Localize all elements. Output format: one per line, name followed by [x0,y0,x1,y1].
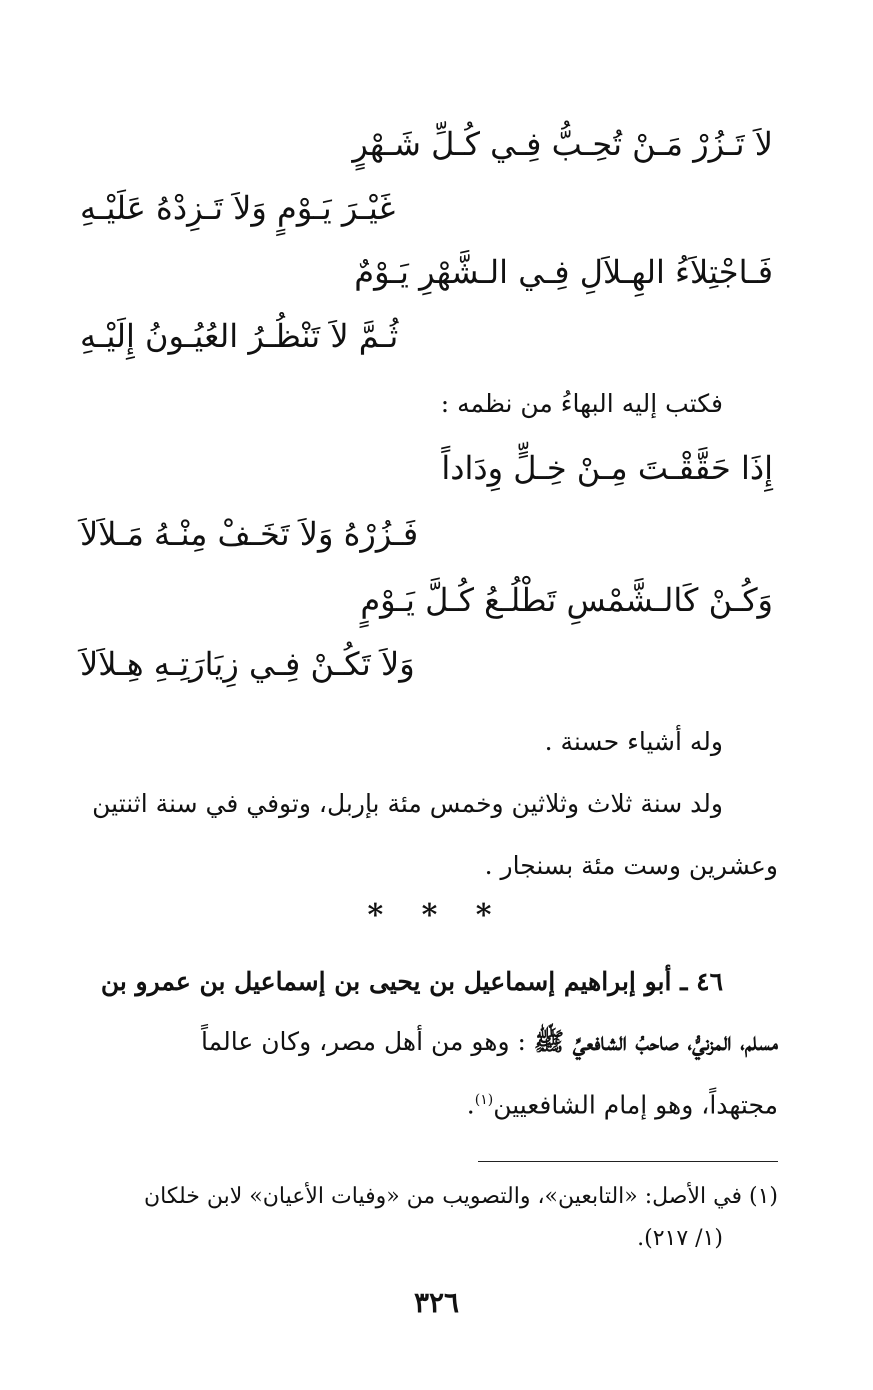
birth-line-2: وعشرين وست مئة بسنجار . [484,851,778,880]
poem2-line-2: فَـزُرْهُ وَلاَ تَخَـفْ مِنْـهُ مَـلاَلاَ [80,515,419,553]
entry-line-3 [467,1080,778,1125]
poem1-line-2: غَيْـرَ يَـوْمٍ وَلاَ تَـزِدْهُ عَلَيْـهِ [80,189,396,227]
remark-text: وله أشياء حسنة . [544,727,723,756]
entry-name-bold: مسلم، المزنيُّ، صاحبُ الشافعيِّ ﷺ [533,1027,778,1056]
footnote-line-1: (١) في الأصل: «التابعين»، والتصويب من «وفيات الأعيان» لابن خلكان [144,1184,778,1209]
poem1-line-4: ثُـمَّ لاَ تَنْظُـرُ العُيُـونُ إِلَيْـهِ [80,317,399,355]
poem2-line-4: وَلاَ تَكُـنْ فِـي زِيَارَتِـهِ هِـلاَلاَ [80,645,415,683]
entry-line-2-rest: : وهو من أهل مصر، وكان عالماً [201,1027,526,1056]
footnote-marker[interactable]: (١) [474,1092,494,1108]
footnote-line-2: (١/ ٢١٧). [637,1226,723,1251]
entry-line-3-end: . [466,1090,475,1120]
poem1-line-1: لاَ تَـزُرْ مَـنْ تُحِـبُّ فِـي كُـلِّ شَـهْرٍ [352,125,773,163]
poem2-line-3: وَكُـنْ كَالـشَّمْسِ تَطْلُـعُ كُـلَّ يَـوْمٍ [360,581,773,619]
entry-line-2 [201,1022,778,1062]
intro-text: فكتب إليه البهاءُ من نظمه : [440,389,723,418]
poem2-line-1: إِذَا حَقَّقْـتَ مِـنْ خِـلٍّ وِدَاداً [441,449,773,487]
entry-heading-line-1: ٤٦ ـ أبو إبراهيم إسماعيل بن يحيى بن إسماعيل بن عمرو بن [100,967,723,996]
poem1-line-3: فَـاجْتِلاَءُ الهِـلاَلِ فِـي الـشَّهْرِ يَـوْمٌ [354,253,773,291]
footnote-divider [478,1161,778,1162]
page-number: ٣٢٦ [413,1286,460,1319]
entry-line-3-text: مجتهداً، وهو إمام الشافعيين [493,1090,778,1120]
birth-line-1: ولد سنة ثلاث وثلاثين وخمس مئة بإربل، وتوفي في سنة اثنتين [92,789,723,818]
section-separator: * * * [367,898,506,933]
